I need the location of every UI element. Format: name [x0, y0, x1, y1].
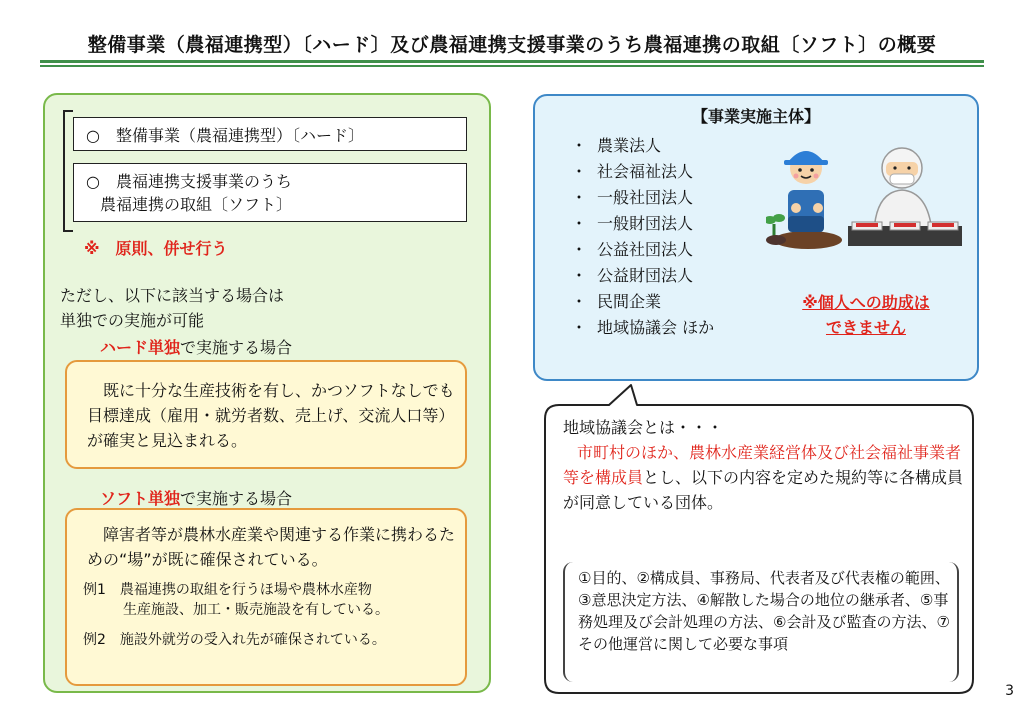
hard-project-box: ○ 整備事業（農福連携型）〔ハード〕 [73, 117, 467, 151]
council-members-rest: とし、以下の内容を定めた規約等に各構成員が同意している団体。 [563, 468, 964, 512]
page-number: 3 [1005, 683, 1014, 699]
no-individual-line1: ※個人への助成は [802, 293, 930, 312]
example-1-line2: 生産施設、加工・販売施設を有している。 [123, 602, 389, 618]
entity-item: ・ 地域協議会 ほか [571, 315, 714, 341]
soft-only-heading [100, 486, 292, 509]
entity-item: ・ 一般財団法人 [571, 211, 714, 237]
farmer-illustration [766, 128, 844, 250]
entity-item: ・ 公益財団法人 [571, 263, 714, 289]
entity-heading: 【事業実施主体】 [691, 107, 820, 126]
soft-only-text: 障害者等が農林水産業や関連する作業に携わるための“場”が既に確保されている。 [87, 525, 456, 569]
example-1 [83, 580, 459, 620]
title-underline [40, 60, 984, 63]
factory-worker-illustration [846, 136, 964, 252]
soft-only-label: ソフト単独 [100, 489, 181, 508]
bylaw-items: ①目的、②構成員、事務局、代表者及び代表権の範囲、③意思決定方法、④解散した場合の地位の継承者、⑤事務処理及び会計処理の方法、⑥会計及び監査の方法、⑦その他運営に関して必要な事項 [578, 569, 950, 653]
soft-project-line2: 農福連携の取組〔ソフト〕 [100, 195, 293, 214]
soft-project-box [73, 163, 467, 222]
hard-only-text: 既に十分な生産技術を有し、かつソフトなしでも目標達成（雇用・就労者数、売上げ、交流人口等）が確実と見込まれる。 [87, 381, 455, 450]
entity-item: ・ 民間企業 [571, 289, 714, 315]
example-2: 例2 施設外就労の受入れ先が確保されている。 [83, 632, 386, 648]
soft-project-line1: ○ 農福連携支援事業のうち [86, 172, 292, 191]
exception-line1: ただし、以下に該当する場合は [60, 286, 285, 305]
page-title: 整備事業（農福連携型）〔ハード〕及び農福連携支援事業のうち農福連携の取組〔ソフト〕の概要 [87, 34, 937, 56]
entity-item: ・ 一般社団法人 [571, 185, 714, 211]
no-individual-note [766, 290, 966, 340]
hard-only-box [65, 360, 467, 469]
council-definition [563, 415, 965, 515]
entity-item: ・ 社会福祉法人 [571, 159, 714, 185]
exception-line2: 単独での実施が可能 [60, 311, 205, 330]
example-1-line1: 農福連携の取組を行うほ場や農林水産物 [119, 582, 372, 598]
soft-only-box [65, 508, 467, 686]
entity-list [571, 133, 714, 341]
entity-item: ・ 農業法人 [571, 133, 714, 159]
council-question: 地域協議会とは・・・ [563, 418, 724, 437]
hard-only-label: ハード単独 [100, 338, 181, 357]
entity-item: ・ 公益社団法人 [571, 237, 714, 263]
combine-note: ※ 原則、併せ行う [84, 239, 228, 258]
exception-text [60, 283, 284, 333]
hard-only-suffix: で実施する場合 [180, 338, 293, 357]
title-underline-thin [40, 65, 984, 67]
no-individual-line2: できません [825, 318, 906, 337]
bracket-line [63, 110, 73, 232]
soft-only-suffix: で実施する場合 [180, 489, 293, 508]
council-members-red: 市町村のほか、農林水産業経営体及び社会福祉事業者等を構成員 [563, 443, 962, 487]
example-1-label: 例1 [83, 582, 120, 598]
hard-only-heading [100, 335, 292, 358]
